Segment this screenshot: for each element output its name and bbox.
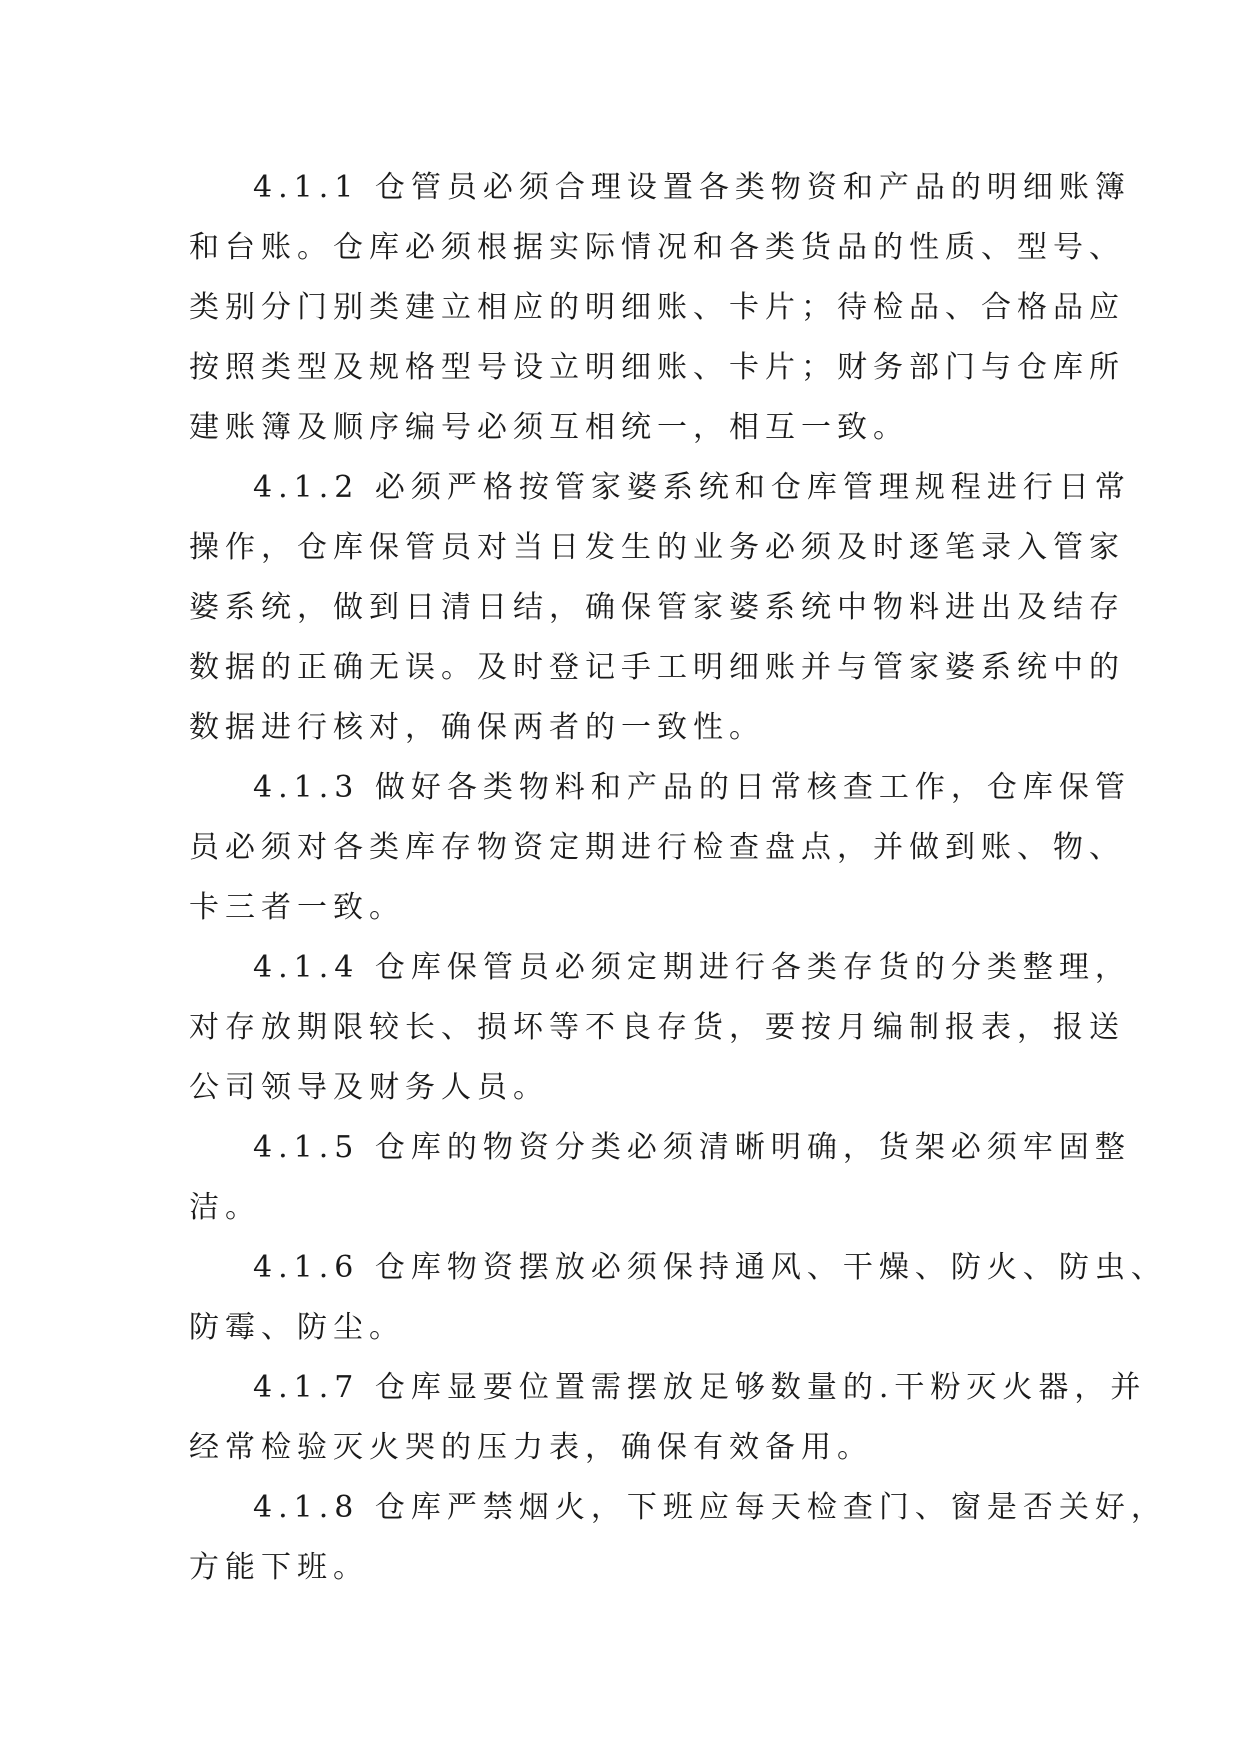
paragraph-4-1-8 bbox=[189, 1478, 1167, 1598]
paragraph-line: 4.1.5 仓库的物资分类必须清晰明确，货架必须牢固整 bbox=[253, 1130, 1131, 1165]
paragraph-4-1-5 bbox=[189, 1118, 1131, 1238]
paragraph-line: 类别分门别类建立相应的明细账、卡片；待检品、合格品应 bbox=[189, 290, 1125, 325]
paragraph-line: 数据进行核对，确保两者的一致性。 bbox=[189, 710, 765, 745]
paragraph-line: 卡三者一致。 bbox=[189, 890, 405, 925]
paragraph-line: 4.1.3 做好各类物料和产品的日常核查工作，仓库保管 bbox=[253, 770, 1131, 805]
paragraph-line: 方能下班。 bbox=[189, 1550, 369, 1585]
paragraph-line: 员必须对各类库存物资定期进行检查盘点，并做到账、物、 bbox=[189, 830, 1125, 865]
paragraph-line: 对存放期限较长、损坏等不良存货，要按月编制报表，报送 bbox=[189, 1010, 1125, 1045]
paragraph-line: 洁。 bbox=[189, 1190, 261, 1225]
paragraph-line: 4.1.4 仓库保管员必须定期进行各类存货的分类整理， bbox=[253, 950, 1131, 985]
paragraph-line: 4.1.6 仓库物资摆放必须保持通风、干燥、防火、防虫、 bbox=[253, 1250, 1167, 1285]
paragraph-4-1-2 bbox=[189, 458, 1131, 758]
paragraph-line: 4.1.7 仓库显要位置需摆放足够数量的.干粉灭火器，并 bbox=[253, 1370, 1147, 1405]
paragraph-line: 婆系统，做到日清日结，确保管家婆系统中物料进出及结存 bbox=[189, 590, 1125, 625]
paragraph-line: 公司领导及财务人员。 bbox=[189, 1070, 549, 1105]
paragraph-line: 和台账。仓库必须根据实际情况和各类货品的性质、型号、 bbox=[189, 230, 1125, 265]
paragraph-4-1-1 bbox=[189, 158, 1131, 458]
paragraph-line: 数据的正确无误。及时登记手工明细账并与管家婆系统中的 bbox=[189, 650, 1125, 685]
paragraph-line: 操作，仓库保管员对当日发生的业务必须及时逐笔录入管家 bbox=[189, 530, 1125, 565]
paragraph-line: 建账簿及顺序编号必须互相统一，相互一致。 bbox=[189, 410, 909, 445]
paragraph-4-1-3 bbox=[189, 758, 1131, 938]
paragraph-4-1-7 bbox=[189, 1358, 1147, 1478]
paragraph-4-1-6 bbox=[189, 1238, 1167, 1358]
paragraph-4-1-4 bbox=[189, 938, 1131, 1118]
document-page bbox=[189, 158, 1167, 1598]
paragraph-line: 防霉、防尘。 bbox=[189, 1310, 405, 1345]
paragraph-line: 4.1.8 仓库严禁烟火，下班应每天检查门、窗是否关好， bbox=[253, 1490, 1167, 1525]
paragraph-line: 经常检验灭火哭的压力表，确保有效备用。 bbox=[189, 1430, 873, 1465]
paragraph-line: 按照类型及规格型号设立明细账、卡片；财务部门与仓库所 bbox=[189, 350, 1125, 385]
paragraph-line: 4.1.2 必须严格按管家婆系统和仓库管理规程进行日常 bbox=[253, 470, 1131, 505]
paragraph-line: 4.1.1 仓管员必须合理设置各类物资和产品的明细账簿 bbox=[253, 170, 1131, 205]
